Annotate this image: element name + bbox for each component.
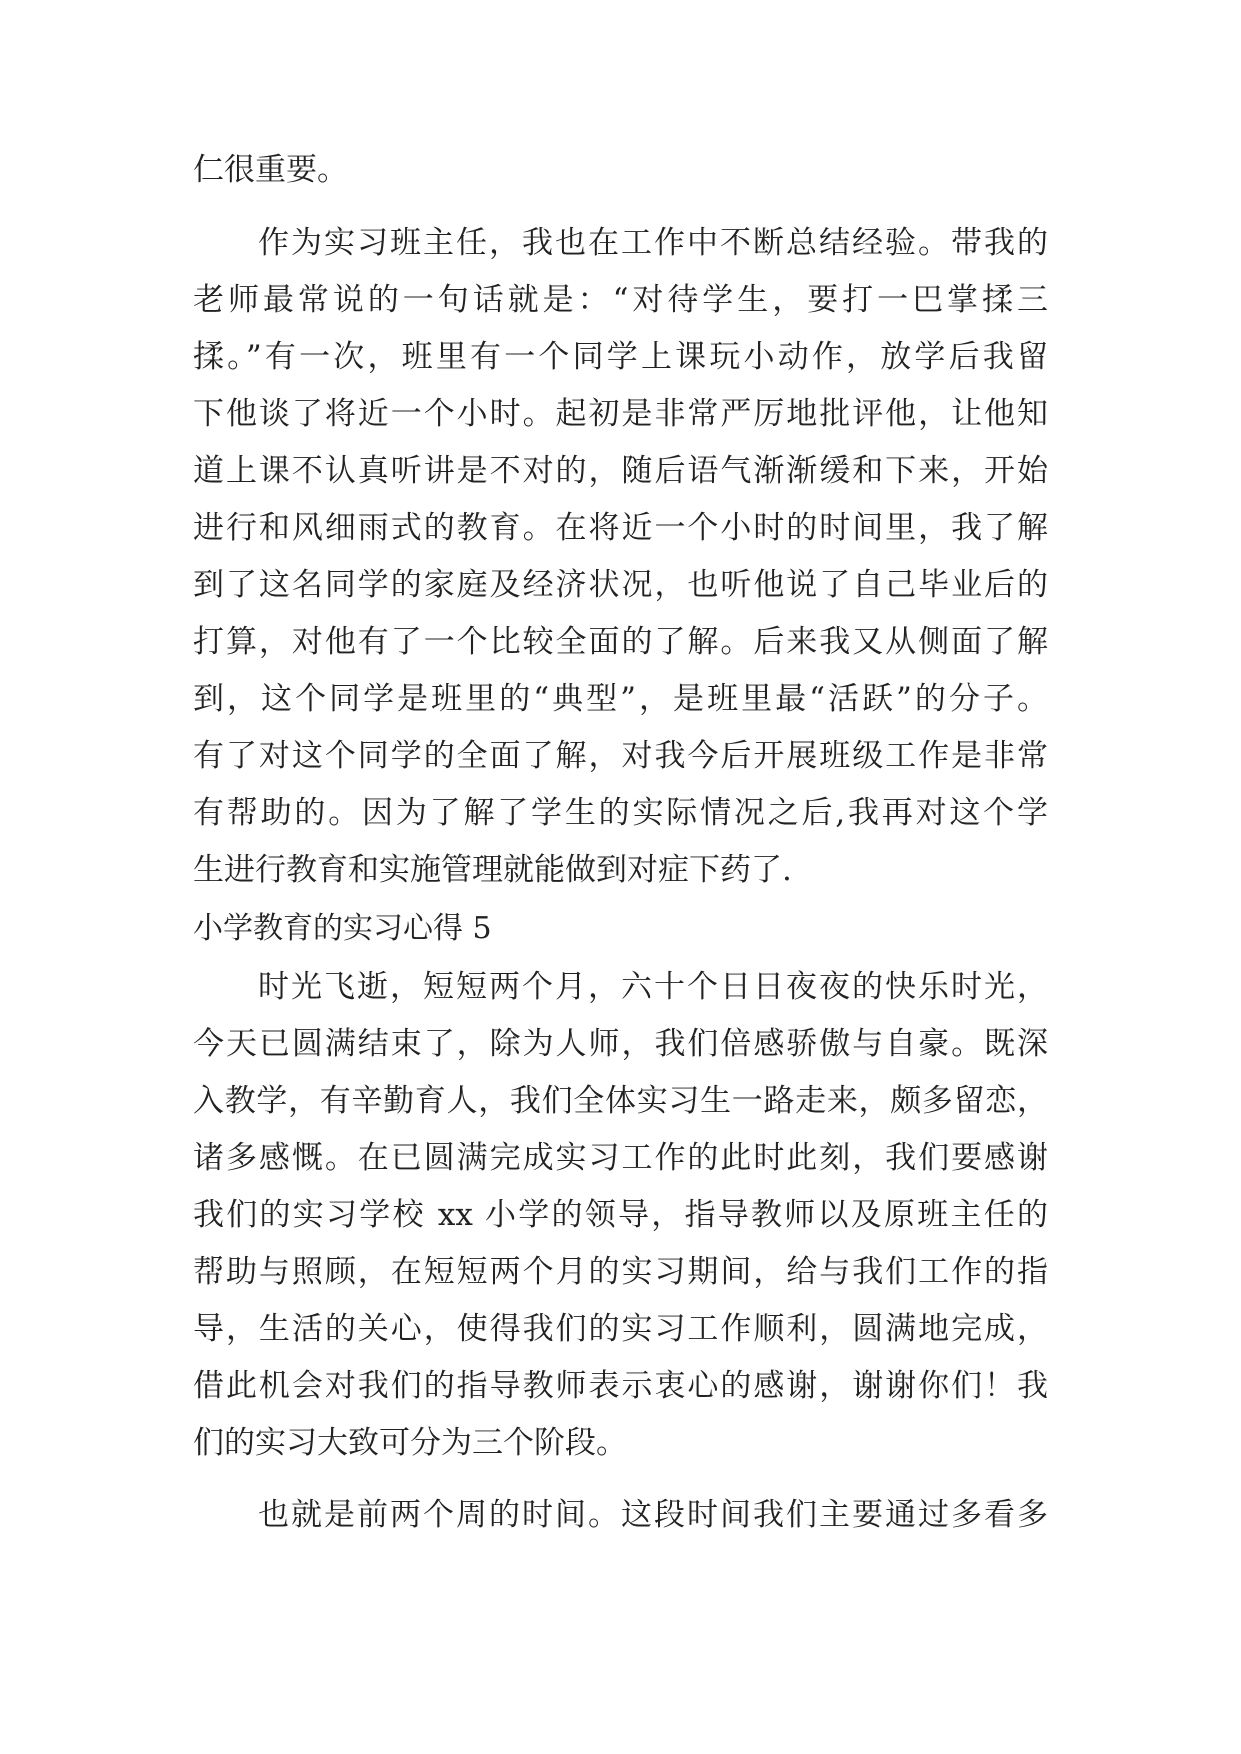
paragraph-line: 老师最常说的一句话就是：“对待学生，要打一巴掌揉三 [193, 282, 1048, 318]
paragraph-line: 下他谈了将近一个小时。起初是非常严厉地批评他，让他知 [193, 396, 1048, 432]
paragraph-line: 揉。”有一次，班里有一个同学上课玩小动作，放学后我留 [193, 339, 1048, 375]
paragraph-line: 进行和风细雨式的教育。在将近一个小时的时间里，我了解 [193, 510, 1048, 546]
paragraph-line: 帮助与照顾，在短短两个月的实习期间，给与我们工作的指 [193, 1254, 1048, 1290]
paragraph-line: 时光飞逝，短短两个月，六十个日日夜夜的快乐时光， [258, 969, 1048, 1005]
paragraph-line: 今天已圆满结束了，除为人师，我们倍感骄傲与自豪。既深 [193, 1026, 1048, 1062]
paragraph-line: 也就是前两个周的时间。这段时间我们主要通过多看多 [258, 1497, 1048, 1533]
paragraph-line: 仁很重要。 [193, 152, 348, 188]
paragraph-line: 借此机会对我们的指导教师表示衷心的感谢，谢谢你们！我 [193, 1368, 1048, 1404]
paragraph-line: 生进行教育和实施管理就能做到对症下药了. [193, 852, 792, 888]
paragraph-line: 们的实习大致可分为三个阶段。 [193, 1425, 627, 1461]
paragraph-line: 打算，对他有了一个比较全面的了解。后来我又从侧面了解 [193, 624, 1048, 660]
paragraph-line: 有了对这个同学的全面了解，对我今后开展班级工作是非常 [193, 738, 1048, 774]
paragraph-line: 到，这个同学是班里的“典型”，是班里最“活跃”的分子。 [193, 681, 1048, 717]
paragraph-line: 到了这名同学的家庭及经济状况，也听他说了自己毕业后的 [193, 567, 1048, 603]
paragraph-line: 入教学，有辛勤育人，我们全体实习生一路走来，颇多留恋， [193, 1083, 1048, 1119]
paragraph-line: 道上课不认真听讲是不对的，随后语气渐渐缓和下来，开始 [193, 453, 1048, 489]
paragraph-line: 诸多感慨。在已圆满完成实习工作的此时此刻，我们要感谢 [193, 1140, 1048, 1176]
paragraph-line: 有帮助的。因为了解了学生的实际情况之后,我再对这个学 [193, 795, 1048, 831]
section-heading: 小学教育的实习心得 5 [193, 911, 492, 946]
paragraph-line: 作为实习班主任，我也在工作中不断总结经验。带我的 [258, 225, 1048, 261]
paragraph-line: 我们的实习学校 xx 小学的领导，指导教师以及原班主任的 [193, 1197, 1048, 1233]
paragraph-line: 导，生活的关心，使得我们的实习工作顺利，圆满地完成， [193, 1311, 1048, 1347]
